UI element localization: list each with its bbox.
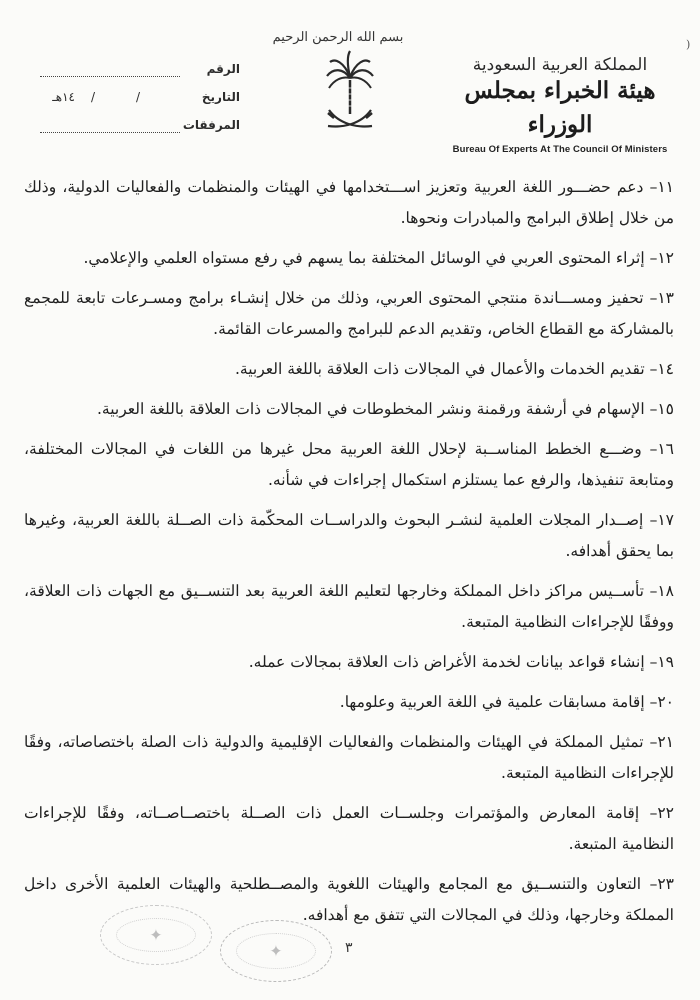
articles-list xyxy=(24,172,674,940)
list-item: ١٧– إصــدار المجلات العلمية لنشـر البحوث والدراســات المحكّمة ذات الصــلة باللغة العربية، وغيرها بما يحقق أهدافه. xyxy=(24,511,674,560)
letterhead-org xyxy=(440,54,680,155)
letterhead-reference-block xyxy=(40,62,240,146)
item-text: دعم حضـــور اللغة العربية وتعزيز اســـتخدامها في الهيئات والمنظمات والفعاليات الدولية، وذلك من خلال إطلاق البرامج والمبادرات ونحوها. xyxy=(24,178,674,227)
list-item: ٢٣– التعاون والتنســيق مع المجامع والهيئات اللغوية والمصــطلحية والهيئات العلمية الأخرى داخل المملكة وخارجها، وذلك في المجالات التي تتفق مع أهدافه. xyxy=(24,875,674,924)
date-row xyxy=(40,90,240,118)
official-seal-stamp xyxy=(220,920,332,982)
basmala-calligraphy: بسم الله الرحمن الرحيم xyxy=(272,30,404,45)
ref-row xyxy=(40,62,240,90)
ref-line xyxy=(40,76,180,77)
page-number: ٣ xyxy=(345,940,353,956)
list-item: ١١– دعم حضـــور اللغة العربية وتعزيز اســـتخدامها في الهيئات والمنظمات والفعاليات الدولية، وذلك من خلال إطلاق البرامج والمبادرات ونحوها. xyxy=(24,178,674,227)
item-text: تحفيز ومســـاندة منتجي المحتوى العربي، وذلك من خلال إنشـاء برامج ومسـرعات تابعة للمجمع بالمشاركة مع القطاع الخاص، وتقديم الدعم للبرامج والمسرعات القائمة. xyxy=(24,289,674,338)
list-item: ١٣– تحفيز ومســـاندة منتجي المحتوى العربي، وذلك من خلال إنشـاء برامج ومسـرعات تابعة للمجمع بالمشاركة مع القطاع الخاص، وتقديم الدعم للبرامج والمسرعات القائمة. xyxy=(24,289,674,338)
list-item: ٢١– تمثيل المملكة في الهيئات والمنظمات والفعاليات الإقليمية والدولية ذات الصلة باختصاصاته، وفقًا للإجراءات النظامية المتبعة. xyxy=(24,733,674,782)
attachments-line xyxy=(40,132,180,133)
item-number: ٢٠ xyxy=(657,693,674,711)
item-number: ١٢ xyxy=(657,249,674,267)
list-item: ١٩– إنشاء قواعد بيانات لخدمة الأغراض ذات العلاقة بمجالات عمله. xyxy=(248,653,674,671)
item-text: إصــدار المجلات العلمية لنشـر البحوث والدراســات المحكّمة ذات الصــلة باللغة العربية، وغيرها بما يحقق أهدافه. xyxy=(24,511,674,560)
list-item: ١٢– إثراء المحتوى العربي في الوسائل المختلفة بما يسهم في رفع مستواه العلمي والإعلامي. xyxy=(83,249,674,267)
item-text: وضـــع الخطط المناســبة لإحلال اللغة العربية محل غيرها من اللغات في المجالات المختلفة، ومتابعة تنفيذها، والرفع عما يستلزم استكمال إجراءات في شأنه. xyxy=(24,440,674,489)
list-item: ٢٠– إقامة مسابقات علمية في اللغة العربية وعلومها. xyxy=(339,693,674,711)
date-year: ١٤هـ xyxy=(52,90,75,104)
item-number: ٢٣ xyxy=(657,875,674,893)
date-slash: / xyxy=(90,90,95,104)
list-item: ١٨– تأســيس مراكز داخل المملكة وخارجها لتعليم اللغة العربية بعد التنســيق مع الجهات ذات العلاقة، ووفقًا للإجراءات النظامية المتبعة. xyxy=(24,582,674,631)
attachments-label: المرفقات xyxy=(182,118,240,132)
list-item: ١٦– وضـــع الخطط المناســبة لإحلال اللغة العربية محل غيرها من اللغات في المجالات المختلفة، ومتابعة تنفيذها، والرفع عما يستلزم استكمال إجراءات في شأنه. xyxy=(24,440,674,489)
org-country-name: المملكة العربية السعودية xyxy=(472,55,648,75)
item-number: ١٣ xyxy=(657,289,674,307)
item-text: إنشاء قواعد بيانات لخدمة الأغراض ذات العلاقة بمجالات عمله. xyxy=(248,653,645,671)
item-text: إقامة المعارض والمؤتمرات وجلســات العمل ذات الصــلة باختصــاصــاته، وفقًا للإجراءات النظامية المتبعة. xyxy=(24,804,674,853)
attachments-row xyxy=(40,118,240,146)
item-number: ١٩ xyxy=(657,653,674,671)
list-item: ١٥– الإسهام في أرشفة ورقمنة ونشر المخطوطات في المجالات ذات العلاقة باللغة العربية. xyxy=(97,400,674,418)
item-number: ٢٢ xyxy=(657,804,674,822)
seal-emblem-icon: ✦ xyxy=(149,925,163,945)
list-item: ٢٢– إقامة المعارض والمؤتمرات وجلســات العمل ذات الصــلة باختصــاصــاته، وفقًا للإجراءات النظامية المتبعة. xyxy=(24,804,674,853)
item-number: ١٤ xyxy=(657,360,674,378)
ref-label: الرقم xyxy=(206,62,240,76)
official-seal-stamp xyxy=(100,905,212,965)
date-label: التاريخ xyxy=(201,90,240,104)
org-bureau-name: هيئة الخبراء بمجلس الوزراء xyxy=(464,77,656,138)
item-text: التعاون والتنســيق مع المجامع والهيئات اللغوية والمصــطلحية والهيئات العلمية الأخرى داخل المملكة وخارجها، وذلك في المجالات التي تتفق مع أهدافه. xyxy=(24,875,674,924)
item-text: تأســيس مراكز داخل المملكة وخارجها لتعليم اللغة العربية بعد التنســيق مع الجهات ذات العلاقة، ووفقًا للإجراءات النظامية المتبعة. xyxy=(24,582,674,631)
item-number: ١٦ xyxy=(657,440,674,458)
item-number: ٢١ xyxy=(657,733,674,751)
org-english-name: Bureau Of Experts At The Council Of Ministers xyxy=(452,144,668,155)
item-number: ١٥ xyxy=(657,400,674,418)
saudi-emblem-icon xyxy=(325,48,375,138)
item-text: الإسهام في أرشفة ورقمنة ونشر المخطوطات في المجالات ذات العلاقة باللغة العربية. xyxy=(97,400,645,418)
item-text: تقديم الخدمات والأعمال في المجالات ذات العلاقة باللغة العربية. xyxy=(234,360,645,378)
item-number: ١٨ xyxy=(657,582,674,600)
item-number: ١١ xyxy=(657,178,674,196)
seal-emblem-icon: ✦ xyxy=(269,941,283,961)
edge-mark: ) xyxy=(686,38,691,51)
item-text: إقامة مسابقات علمية في اللغة العربية وعلومها. xyxy=(339,693,645,711)
item-text: إثراء المحتوى العربي في الوسائل المختلفة بما يسهم في رفع مستواه العلمي والإعلامي. xyxy=(83,249,645,267)
item-number: ١٧ xyxy=(657,511,674,529)
list-item: ١٤– تقديم الخدمات والأعمال في المجالات ذات العلاقة باللغة العربية. xyxy=(234,360,674,378)
date-slash: / xyxy=(135,90,140,104)
item-text: تمثيل المملكة في الهيئات والمنظمات والفعاليات الإقليمية والدولية ذات الصلة باختصاصاته، وفقًا للإجراءات النظامية المتبعة. xyxy=(24,733,674,782)
